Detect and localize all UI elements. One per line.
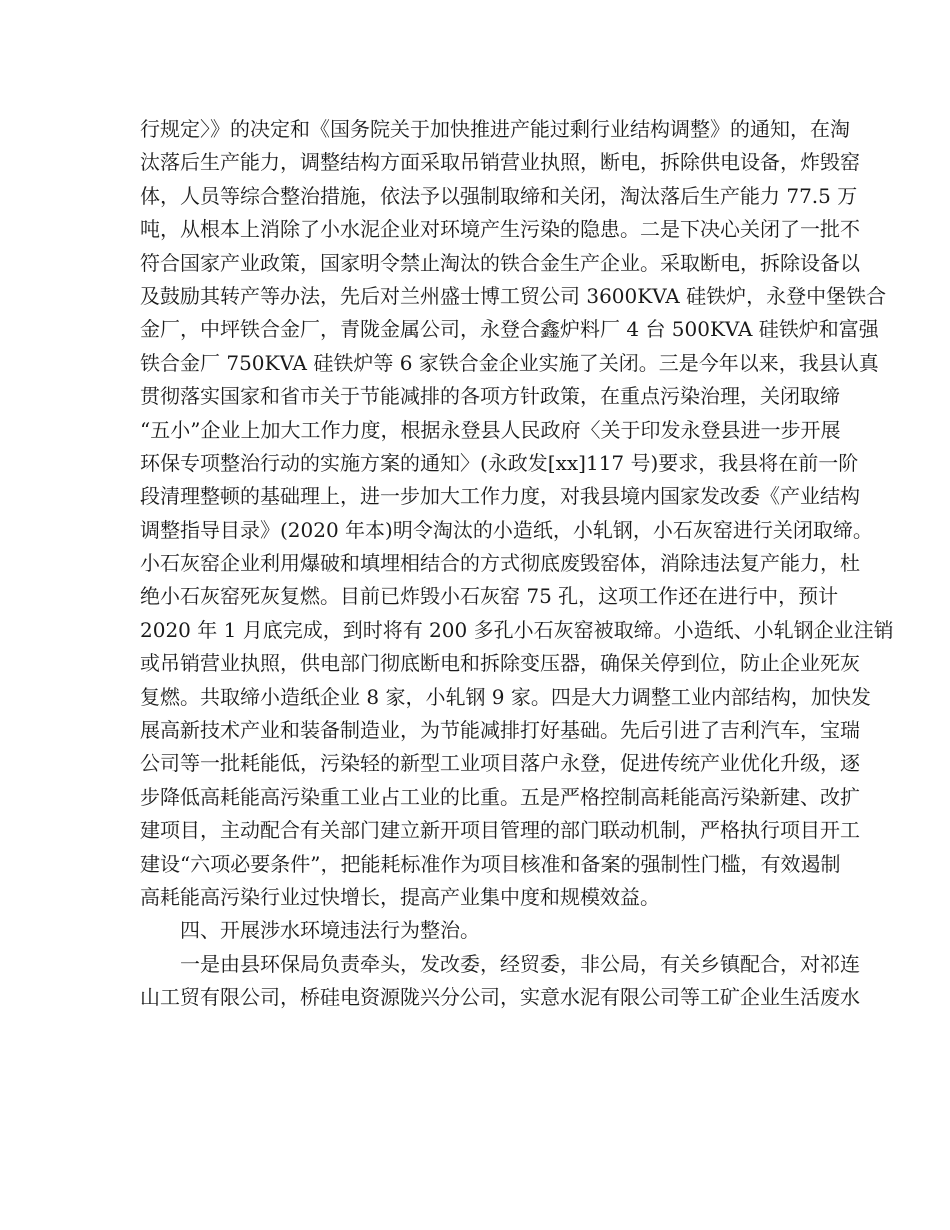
text-line: 吨，从根本上消除了小水泥企业对环境产生污染的隐患。二是下决心关闭了一批不 (140, 217, 860, 242)
text-line: 行规定〉》的决定和《国务院关于加快推进产能过剩行业结构调整》的通知，在淘 (140, 117, 850, 141)
text-line: 建项目，主动配合有关部门建立新开项目管理的部门联动机制，严格执行项目开工 (140, 818, 860, 843)
text-line: “五小”企业上加大工作力度，根据永登县人民政府〈关于印发永登县进一步开展 (140, 417, 841, 442)
text-line: 展高新技术产业和装备制造业，为节能减排打好基础。先后引进了吉利汽车，宝瑞 (140, 718, 860, 743)
text-line: 段清理整顿的基础理上，进一步加大工作力度，对我县境内国家发改委《产业结构 (140, 484, 860, 509)
text-line: 小石灰窑企业利用爆破和填埋相结合的方式彻底废毁窑体，消除违法复产能力，杜 (140, 551, 860, 576)
text-line: 复燃。共取缔小造纸企业 8 家，小轧钢 9 家。四是大力调整工业内部结构，加快发 (140, 684, 871, 709)
text-line: 符合国家产业政策，国家明令禁止淘汰的铁合金生产企业。采取断电，拆除设备以 (140, 250, 860, 275)
text-line: 建设“六项必要条件”，把能耗标准作为项目核准和备案的强制性门槛，有效遏制 (140, 851, 841, 876)
text-line: 步降低高耗能高污染重工业占工业的比重。五是严格控制高耗能高污染新建、改扩 (140, 784, 860, 809)
text-line: 或吊销营业执照，供电部门彻底断电和拆除变压器，确保关停到位，防止企业死灰 (140, 651, 860, 676)
text-line: 体，人员等综合整治措施，依法予以强制取缔和关闭，淘汰落后生产能力 77.5 万 (140, 183, 858, 208)
text-line: 金厂，中坪铁合金厂，青陇金属公司，永登合鑫炉料厂 4 台 500KVA 硅铁炉和富强 (140, 317, 879, 342)
text-line: 一是由县环保局负责牵头，发改委，经贸委，非公局，有关乡镇配合，对祁连 (180, 951, 860, 976)
text-line: 调整指导目录》(2020 年本)明令淘汰的小造纸，小轧钢，小石灰窑进行关闭取缔。 (140, 517, 873, 542)
text-line: 公司等一批耗能低，污染轻的新型工业项目落户永登，促进传统产业优化升级，逐 (140, 751, 860, 776)
text-line: 绝小石灰窑死灰复燃。目前已炸毁小石灰窑 75 孔，这项工作还在进行中，预计 (140, 584, 839, 609)
text-line: 贯彻落实国家和省市关于节能减排的各项方针政策，在重点污染治理，关闭取缔 (140, 384, 840, 409)
text-line: 山工贸有限公司，桥硅电资源陇兴分公司，实意水泥有限公司等工矿企业生活废水 (140, 985, 860, 1010)
section-heading: 四、开展涉水环境违法行为整治。 (180, 918, 480, 943)
paragraph-end-line: 高耗能高污染行业过快增长，提高产业集中度和规模效益。 (140, 884, 660, 909)
body-text (140, 113, 894, 1015)
text-line: 2020 年 1 月底完成，到时将有 200 多孔小石灰窑被取缔。小造纸、小轧钢企业注销 (140, 617, 894, 642)
text-line: 及鼓励其转产等办法，先后对兰州盛士博工贸公司 3600KVA 硅铁炉，永登中堡铁合 (140, 283, 887, 308)
text-line: 铁合金厂 750KVA 硅铁炉等 6 家铁合金企业实施了关闭。三是今年以来，我县认真 (140, 350, 879, 375)
text-line: 环保专项整治行动的实施方案的通知〉(永政发[xx]117 号)要求，我县将在前一阶 (140, 450, 859, 475)
text-line: 汰落后生产能力，调整结构方面采取吊销营业执照，断电，拆除供电设备，炸毁窑 (140, 150, 860, 175)
